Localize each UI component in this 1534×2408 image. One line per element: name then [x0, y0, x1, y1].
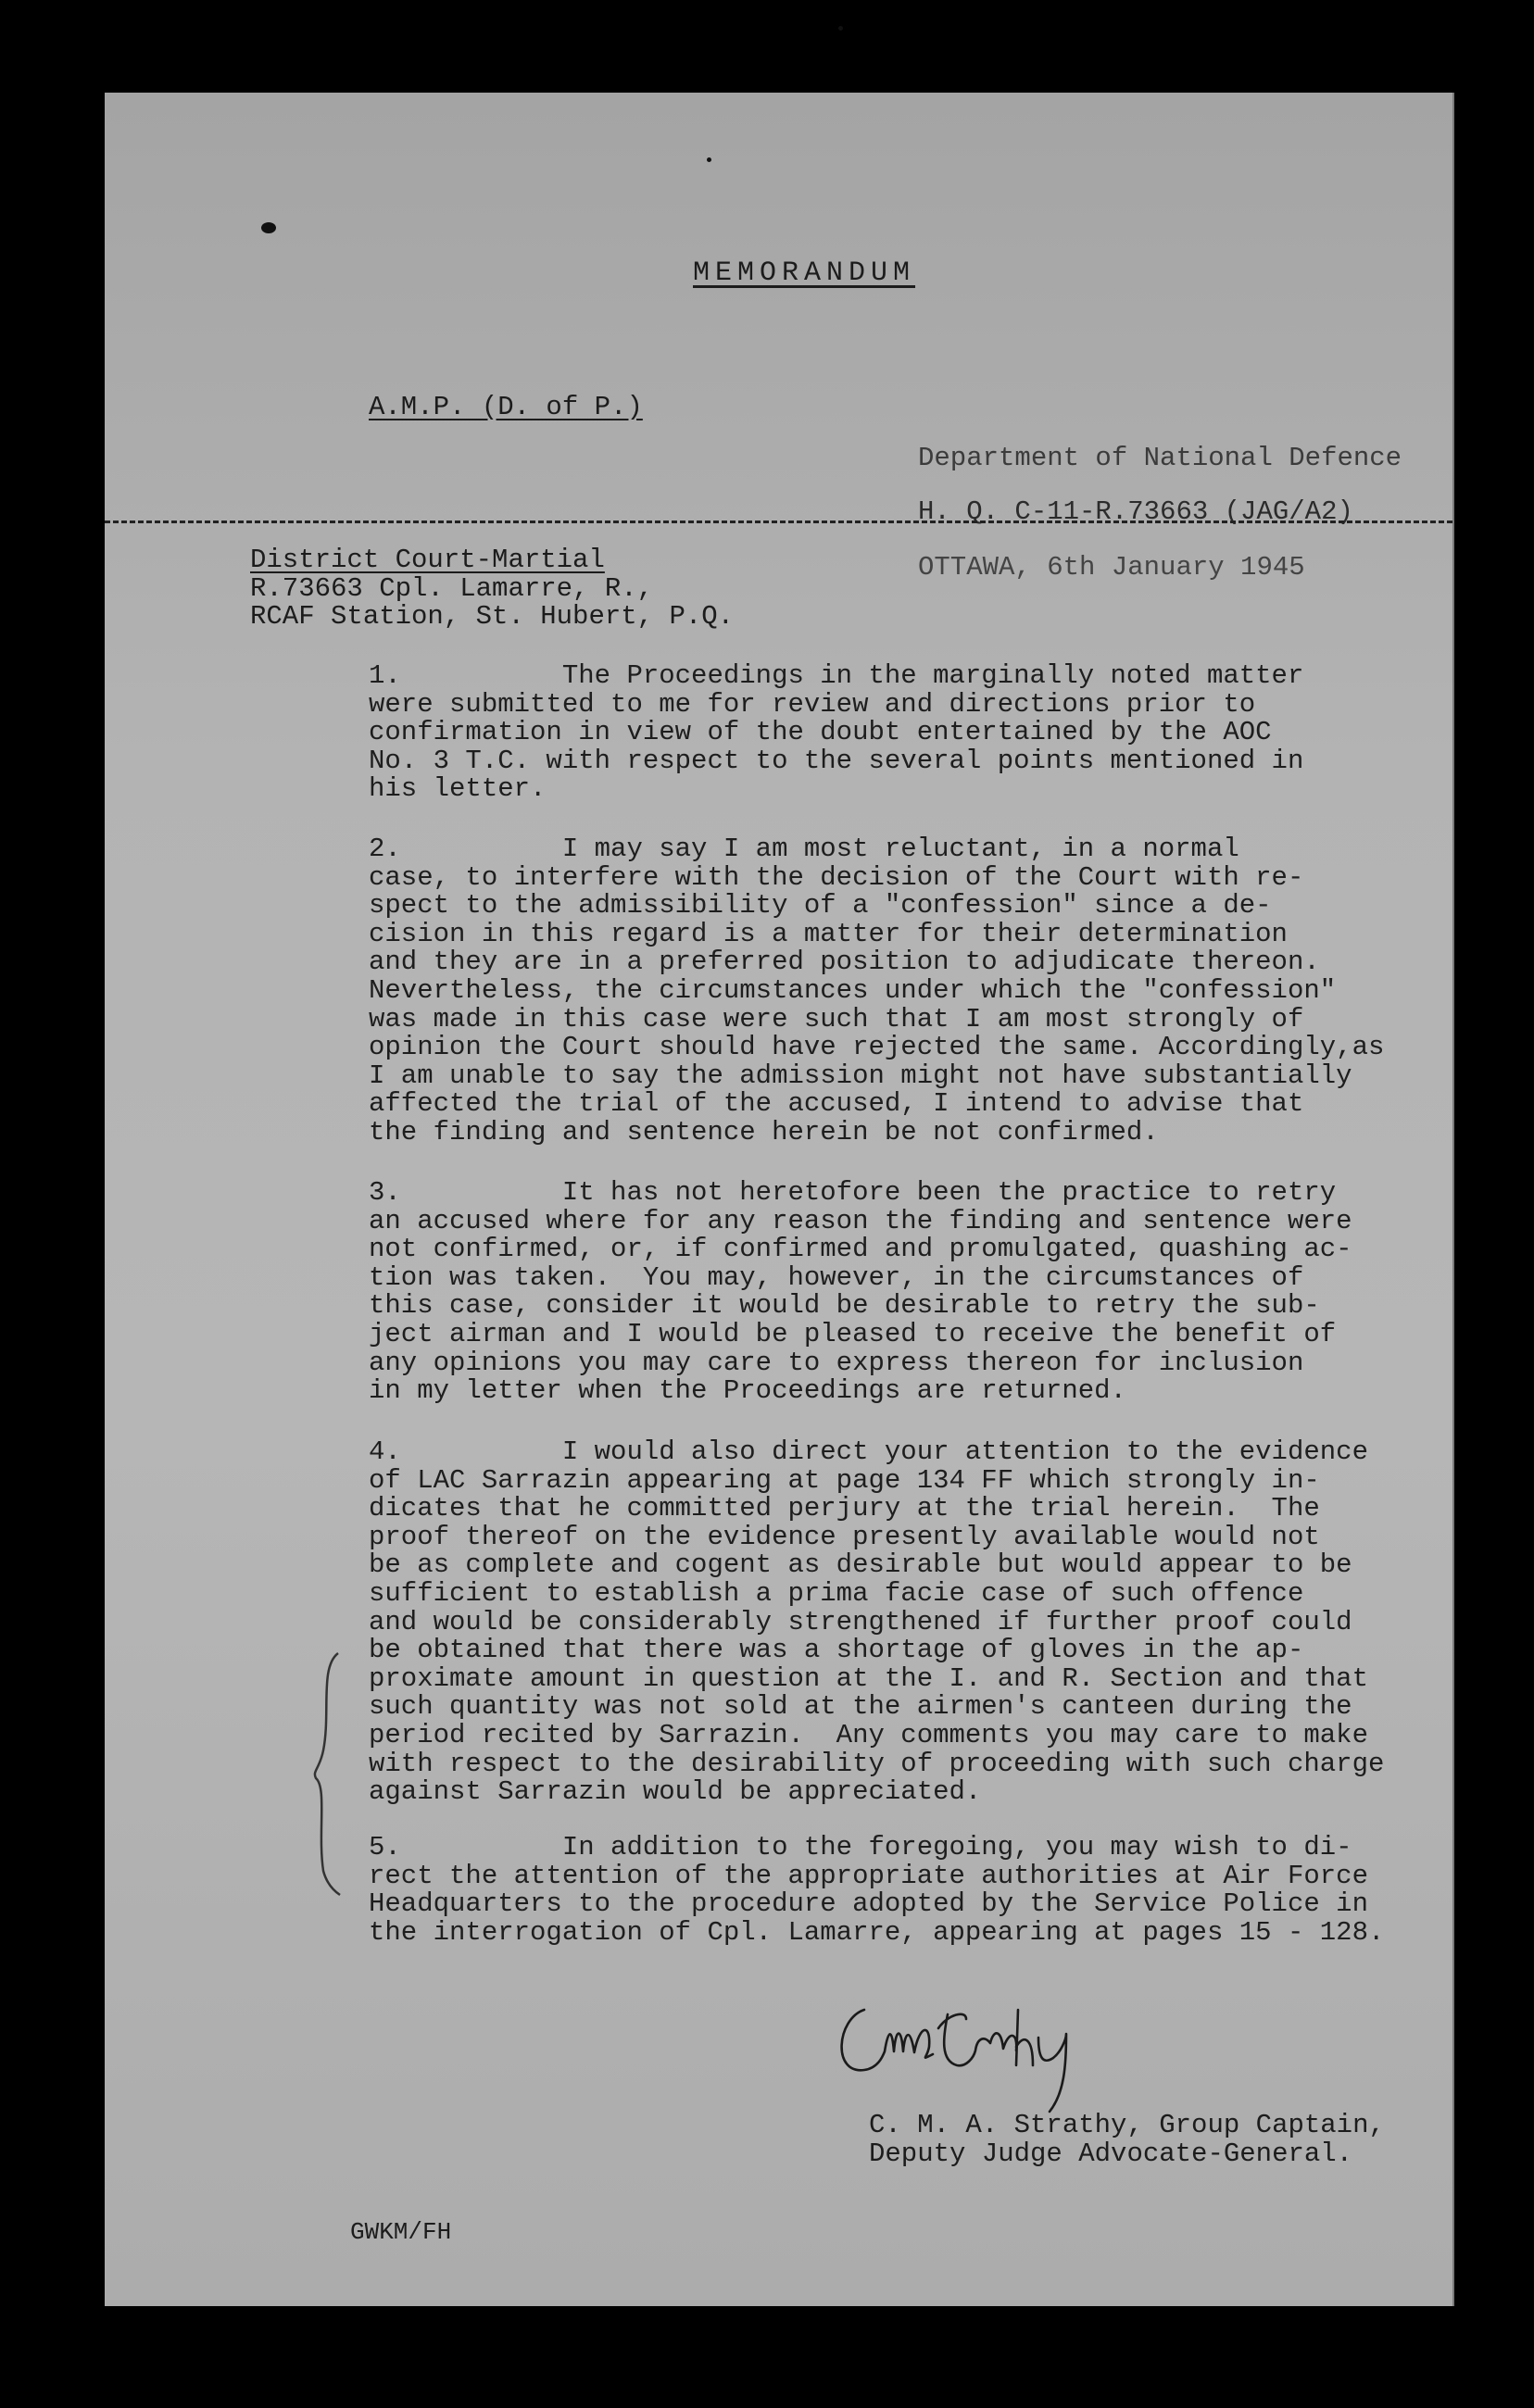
file-reference: H. Q. C-11-R.73663 (JAG/A2): [918, 496, 1353, 527]
recipient-reference: A.M.P. (D. of P.): [369, 392, 643, 422]
header-divider: [105, 520, 1452, 523]
paragraph-2: 2. I may say I am most reluctant, in a normal case, to interfere with the decision of the Court with re- spect to the admissibility of a "confession" since a de- cision in this regard is a matter for their determination and they are in a preferred position to adjudicate thereon. Nevertheless, the circumstances under which the "confession" was made in this case were such that I am most strongly of opinion the Court should have rejected the same. Accordingly,as I am unable to say the admission might not have substantially affected the trial of the accused, I intend to advise that the finding and sentence herein be not confirmed.: [369, 834, 1385, 1148]
margin-brace-mark: [310, 1649, 347, 1899]
signatory-name: C. M. A. Strathy, Group Captain,: [869, 2110, 1385, 2140]
signatory-title: Deputy Judge Advocate-General.: [869, 2138, 1353, 2169]
typist-initials: GWKM/FH: [350, 2218, 452, 2246]
subject-heading: District Court-Martial: [250, 545, 605, 575]
speck-mark: [838, 26, 843, 31]
signatory-block: [869, 2112, 1385, 2168]
handwritten-signature: [827, 1973, 1133, 2121]
paragraph-5: 5. In addition to the foregoing, you may wish to di- rect the attention of the appropriate authorities at Air Force Headquarters to the procedure adopted by the Service Police in the interrogation of Cpl. Lamarre, appearing at pages 15 - 128.: [369, 1832, 1385, 1948]
memo-page: [105, 93, 1454, 2306]
paragraph-3: 3. It has not heretofore been the practice to retry an accused where for any reason the finding and sentence were not confirmed, or, if confirmed and promulgated, quashing ac- tion was taken. You may, however, in the circumstances of this case, consider it would be desirable to retry the sub- ject airman and I would be pleased to receive the benefit of any opinions you may care to express thereon for inclusion in my letter when the Proceedings are returned.: [369, 1177, 1352, 1407]
subject-line-1: R.73663 Cpl. Lamarre, R.,: [250, 572, 654, 604]
paragraph-4: 4. I would also direct your attention to the evidence of LAC Sarrazin appearing at page 134 FF which strongly in- dicates that he committed perjury at the trial herein. The proof thereof on the evidence presently available would not be as complete and cogent as desirable but would appear to be sufficient to establish a prima facie case of such offence and would be considerably strengthened if further proof could be obtained that there was a shortage of gloves in the ap- proximate amount in question at the I. and R. Section and that such quantity was not sold at the airmen's canteen during the period recited by Sarrazin. Any comments you may care to make with respect to the desirability of proceeding with such charge against Sarrazin would be appreciated.: [369, 1436, 1385, 1808]
memo-title: MEMORANDUM: [693, 257, 916, 289]
speck-mark: [261, 222, 276, 233]
subject-block: [250, 546, 734, 632]
place-date: OTTAWA, 6th January 1945: [918, 552, 1305, 583]
paragraph-1: 1. The Proceedings in the marginally noted matter were submitted to me for review and directions prior to confirmation in view of the doubt entertained by the AOC No. 3 T.C. with respect to the several points mentioned in his letter.: [369, 660, 1304, 805]
speck-mark: [707, 157, 711, 162]
subject-line-2: RCAF Station, St. Hubert, P.Q.: [250, 601, 735, 633]
department-name: Department of National Defence: [918, 443, 1402, 473]
